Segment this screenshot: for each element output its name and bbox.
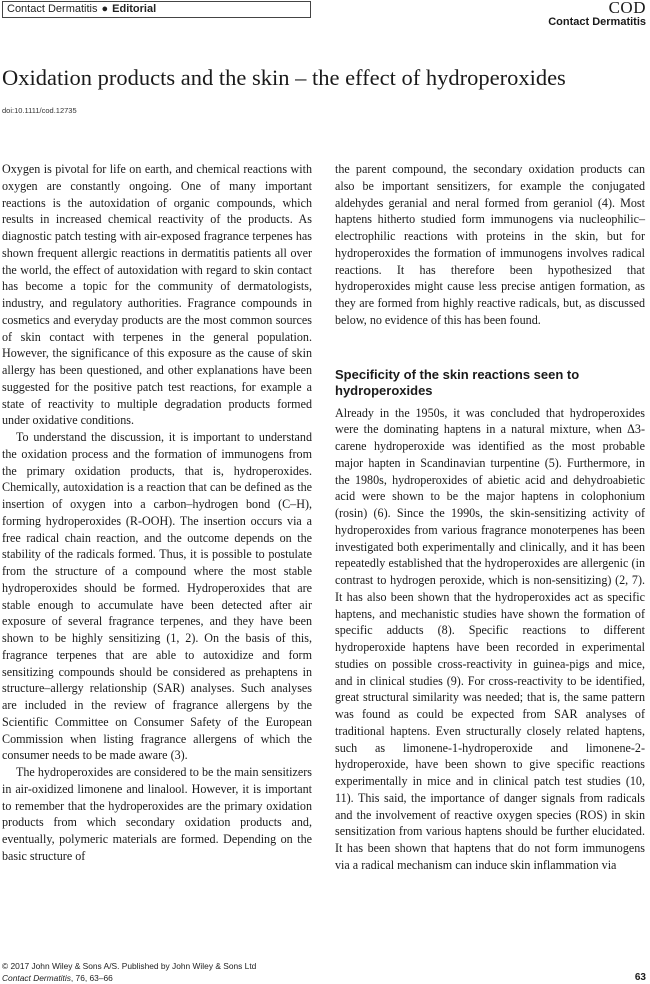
body-column-right (335, 161, 645, 874)
citation-volume-pages: , 76, 63–66 (70, 973, 113, 983)
body-paragraph: To understand the discussion, it is important to understand the oxidation process and the formation of immunogens from the primary oxidation products, that is, hydroperoxides. Chemically, autoxidation is a reaction that can be defined as the insertion of oxygen into a carbon–hydrogen bond (C–H), forming hydroperoxides (R-OOH). The insertion occurs via a free radical chain reaction, and the outcome depends on the stability of the radicals formed. Thus, it is possible to postulate from the structure of a compound where the most stable hydroperoxides should be formed. Hydroperoxides that are stable enough to accumulate have been detected after air exposure of several fragrance terpenes, and they have been shown to be highly sensitizing (1, 2). On the basis of this, fragrance terpenes that are able to autoxidize and form sensitizing compounds should be considered as prehaptens in structure–allergy relationship (SAR) analyses. Such analyses are included in the review of fragrance allergens by the Scientific Committee on Consumer Safety of the European Commission when listing fragrance allergens of which the consumer needs to be made aware (3). (2, 430, 312, 763)
footer-copyright (2, 960, 256, 984)
body-paragraph: the parent compound, the secondary oxidation products can also be important sensitizers, for example the conjugated aldehydes geranial and neral formed from geraniol (4). Most haptens hitherto studied form immunogens via nucleophilic–electrophilic reactions with proteins in the skin, but for hydroperoxides the formation of immunogens involves radical reactions. It has therefore been hypothesized that hydroperoxides might cause less precise antigen formation, as they are formed from highly reactive radicals, but, as discussed below, no evidence of this has been found. (335, 162, 645, 327)
body-paragraph: Already in the 1950s, it was concluded that hydroperoxides were the dominating haptens in a natural mixture, when Δ3-carene hydroperoxide was identified as the most probable major hapten in Scandinavian turpentine (5). Furthermore, in the 1980s, hydroperoxides of abietic acid and dehydroabietic acid were shown to be the major haptens in colophonium (rosin) (6). Since the 1990s, the skin-sensitizing activity of hydroperoxides from various fragrance monoterpenes has been investigated both experimentally and clinically, and it has been repeatedly established that the hydroperoxides are allergenic (in contrast to hydrogen peroxide, which is non-sensitizing) (2, 7). It has also been shown that the hydroperoxides act as specific haptens, and mechanistic studies have shown the formation of specific adducts (8). Specific reactions to different hydroperoxide haptens have been recorded in experimental studies on possible cross-reactivity in guinea-pigs and mice, and in clinical studies (9). For cross-reactivity to be identified, great structural similarity was needed; that is, the same pattern was found as could be expected from SAR analyses of traditional haptens. Even structurally closely related haptens, such as limonene-1-hydroperoxide and limonene-2-hydroperoxide, have been shown to give specific reactions experimentally in mice and in clinical patch test studies (10, 11). This said, the importance of danger signals from radicals and the involvement of reactive oxygen species (ROS) in skin sensitization from various haptens should be further elucidated. It has been shown that haptens that do not form immunogens via a radical mechanism can induce skin inflammation via (335, 405, 645, 872)
citation (2, 972, 256, 984)
running-header (2, 1, 311, 18)
header-bullet: ● (101, 3, 109, 15)
doi-link[interactable]: doi:10.1111/cod.12735 (2, 106, 77, 115)
journal-name: Contact Dermatitis (548, 16, 646, 28)
article-title: Oxidation products and the skin – the effect of hydroperoxides (2, 65, 566, 90)
section-heading: Specificity of the skin reactions seen to hydroperoxides (335, 366, 580, 398)
header-section-label: Editorial (112, 3, 157, 15)
page-number: 63 (634, 972, 646, 983)
body-paragraph: The hydroperoxides are considered to be the main sensitizers in air-oxidized limonene and linalool. However, it is important to remember that the hydroperoxides are the primary oxidation products from which secondary oxidation products and, eventually, polymeric materials are formed. Depending on the basic structure of (2, 765, 312, 863)
journal-brand (548, 0, 646, 29)
body-column-left (2, 161, 312, 865)
header-journal-name: Contact Dermatitis (7, 3, 98, 15)
body-paragraph: Oxygen is pivotal for life on earth, and chemical reactions with oxygen are constantly ongoing. One of many important reactions is the autoxidation of organic compounds, which results in increased chemical reactivity of the products. As diagnostic patch testing with air-exposed fragrance terpenes has shown frequent allergic reactions in dermatitis patients all over the world, the effect of autoxidation with regard to skin contact has become a topic for the community of dermatologists, industry, and regulatory authorities. Fragrance compounds in cosmetics and everyday products are the most common sources of skin contact with terpenes in the general population. However, the significance of this exposure as the cause of skin allergy has been questioned, and other explanations have been suggested for the positive patch test reactions, for example a state of reactivity to multiple degradation products formed under oxidative conditions. (2, 162, 312, 428)
copyright-text: © 2017 John Wiley & Sons A/S. Published by John Wiley & Sons Ltd (2, 961, 257, 971)
journal-code: COD (608, 0, 646, 17)
citation-journal: Contact Dermatitis (2, 973, 71, 983)
